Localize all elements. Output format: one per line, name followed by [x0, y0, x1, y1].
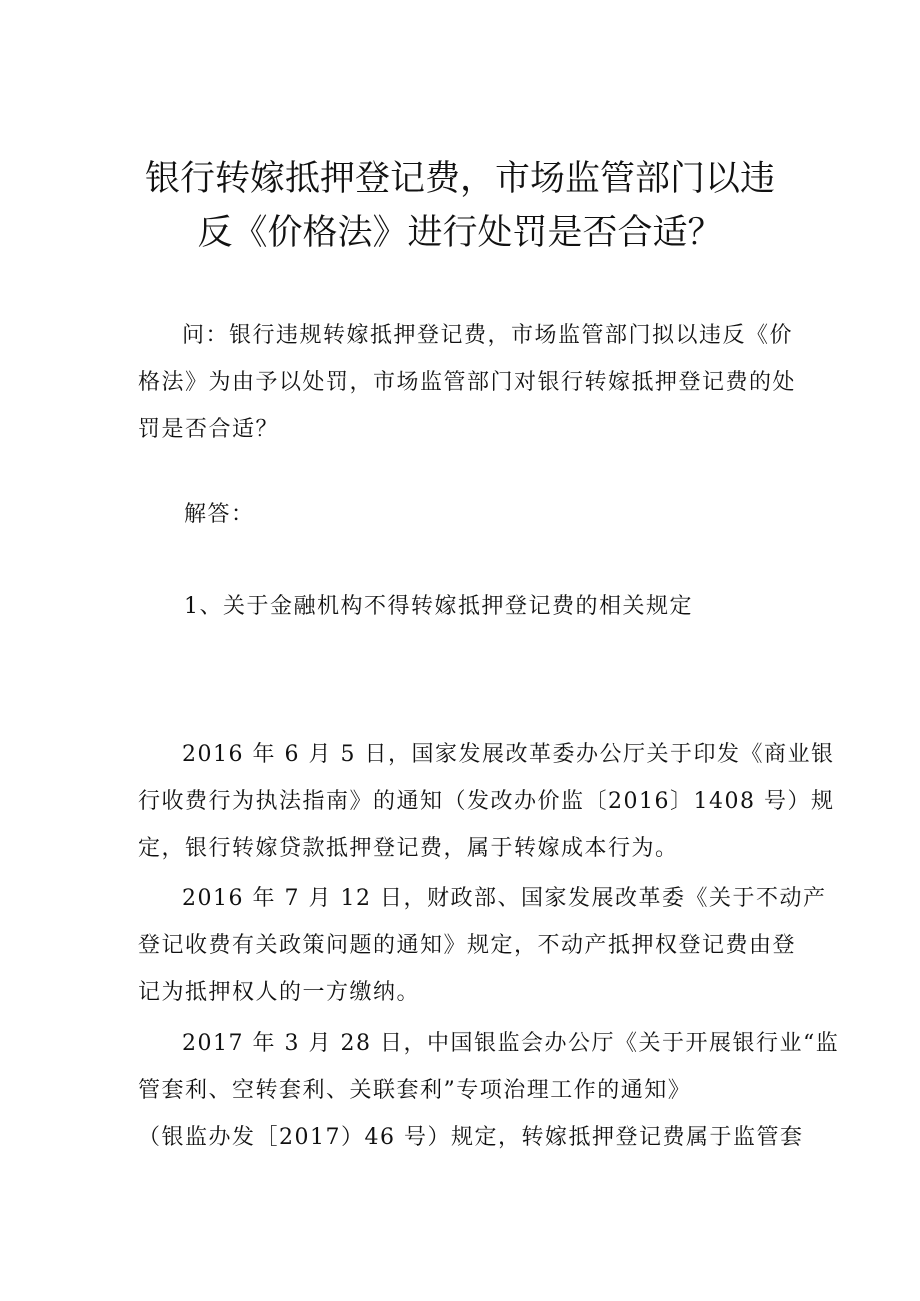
title-line-1: 银行转嫁抵押登记费，市场监管部门以违 — [144, 159, 775, 199]
section-1-heading-text: 1、关于金融机构不得转嫁抵押登记费的相关规定 — [184, 594, 693, 619]
question-line-1: 问：银行违规转嫁抵押登记费，市场监管部门拟以违反《价 — [182, 323, 794, 348]
paragraph-2017-march-line-1: 2017 年 3 月 28 日，中国银监会办公厅《关于开展银行业“监 — [182, 1031, 840, 1056]
paragraph-2016-july — [138, 875, 827, 1016]
paragraph-2016-july-line-3: 记为抵押权人的一方缴纳。 — [138, 980, 421, 1005]
question-line-2: 格法》为由予以处罚，市场监管部门对银行转嫁抵押登记费的处 — [138, 370, 797, 395]
paragraph-2017-march-line-3: （银监办发［2017）46 号）规定，转嫁抵押登记费属于监管套 — [138, 1125, 804, 1150]
answer-label-text: 解答： — [184, 502, 255, 527]
paragraph-2016-july-line-2: 登记收费有关政策问题的通知》规定，不动产抵押权登记费由登 — [138, 933, 797, 958]
paragraph-2016-july-line-1: 2016 年 7 月 12 日，财政部、国家发展改革委《关于不动产 — [182, 886, 827, 911]
question-line-3: 罚是否合适？ — [138, 417, 280, 442]
title-line-2: 反《价格法》进行处罚是否合适？ — [197, 213, 723, 253]
paragraph-2016-june-line-3: 定，银行转嫁贷款抵押登记费，属于转嫁成本行为。 — [138, 836, 679, 861]
answer-label — [184, 491, 839, 538]
paragraph-2016-june-line-1: 2016 年 6 月 5 日，国家发展改革委办公厅关于印发《商业银 — [182, 742, 835, 767]
paragraph-2016-june-line-2: 行收费行为执法指南》的通知（发改办价监〔2016〕1408 号）规 — [138, 789, 835, 814]
paragraph-2017-march-line-2: 管套利、空转套利、关联套利”专项治理工作的通知》 — [138, 1078, 692, 1103]
section-1-heading — [184, 583, 839, 630]
paragraph-2016-june — [138, 731, 835, 872]
paragraph-2017-march — [138, 1020, 840, 1161]
question-paragraph — [138, 312, 797, 453]
document-title — [130, 152, 790, 260]
